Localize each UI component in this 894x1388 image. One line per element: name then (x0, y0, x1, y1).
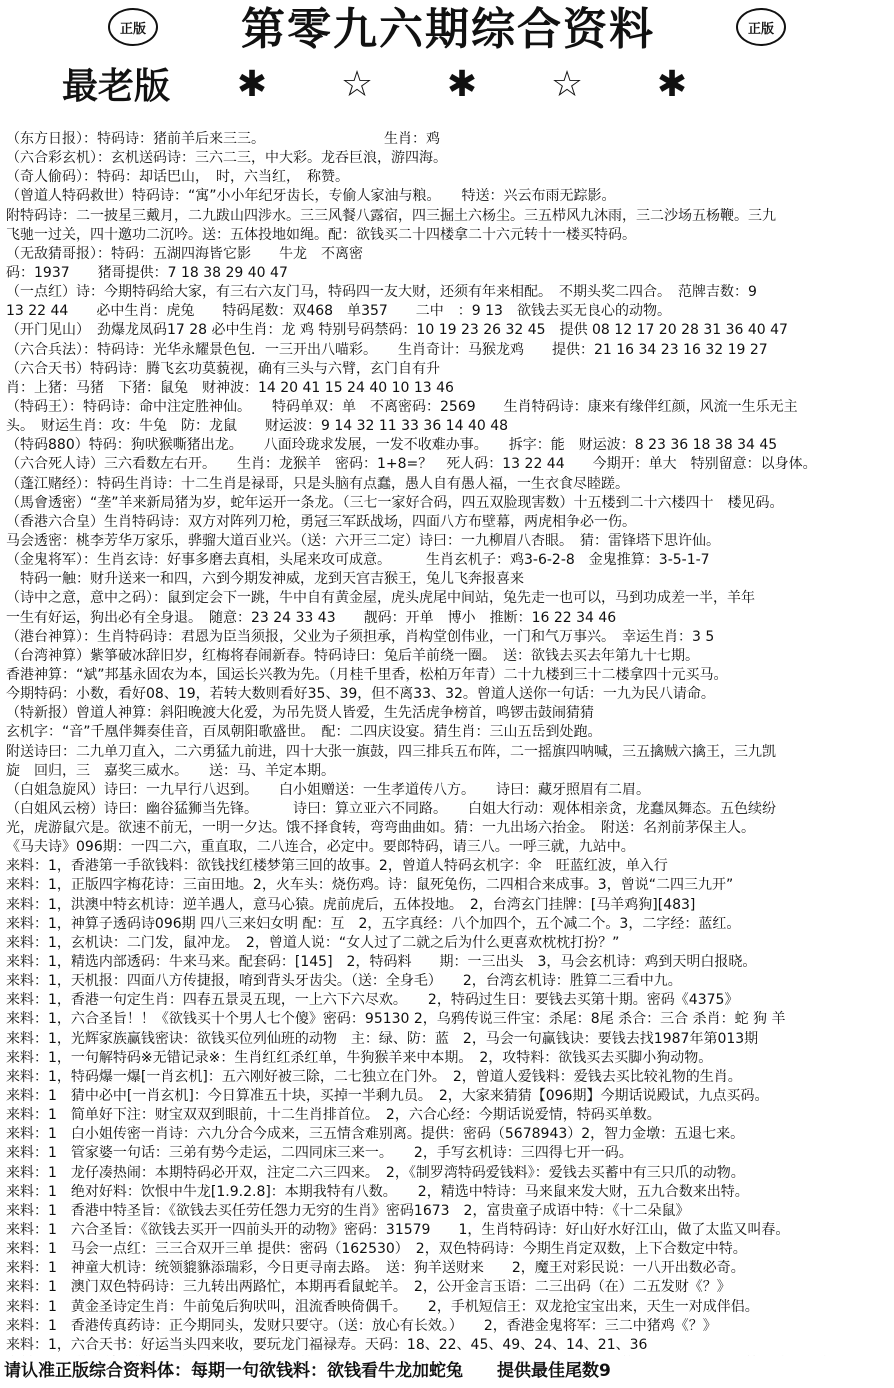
text-line: 马会透密：桃李芳华万家乐，骅骝大道百业兴。（送：六开三二定）诗曰：一九柳眉八杏眼。 猜：雷锋塔下思许仙。 (6, 532, 720, 549)
text-line: 来料：1 香港传真药诗：正今期同头，发财只要守。（送：放心有长效。） 2，香港金鬼将军：三二中猪鸡《？》 (6, 1317, 717, 1334)
text-line: （无敌猜哥报）：特码：五湖四海皆它影 牛龙 不离密 (6, 245, 363, 262)
text-line: 今期特码：小数，看好08、19，若转大数则看好35、39，但不离33、32。曾道人送你一句话：一九为民八请命。 (6, 686, 715, 703)
text-line (6, 1355, 890, 1356)
text-line: （奇人偷码）：特码：却话巴山， 时，六当红， 称赞。 (6, 169, 349, 186)
text-line: 来料：1，精选内部透码：牛来马来。配套码：[145] 2，特码料 期：一三出头 3，马会玄机诗：鸡到天明白报晓。 (6, 954, 757, 971)
text-line: 飞驰一过关，四十邀功二沉吟。送：五体投地如绳。配：欲钱买二十四楼拿二十六元转十一楼买特码。 (6, 226, 636, 243)
text-line: 来料：1，神算子透码诗096期 四八三来妇女明 配：互 2，五字真经：八个加四个，五个减二个。3，二字经：蓝红。 (6, 915, 741, 932)
text-line: （香港六合皇）生肖特码诗：双方对阵列刀枪，勇冠三军跃战场，四面八方布壁幕，两虎相争必一伤。 (6, 513, 636, 530)
text-line: 旋 回归，三 嘉奖三威水。 送：马、羊定本期。 (6, 762, 335, 779)
text-line: 附送诗曰：二九单刀直入，二六勇猛九前进，四十大张一旗鼓，四三排兵五布阵，二一摇旗四呐喊，三五擒贼六擒王，三九凯 (6, 743, 776, 760)
text-line: 香港神算：“斌”邦基永固农为本，国运长兴教为先。（月桂千里香，松柏万年青）二十九楼到三十二楼拿四十元买马。 (6, 666, 728, 683)
text-line: （白姐风云榜）诗曰：幽谷猛狮当先锋。 诗曰：算立亚六不同路。 白姐大行动：观体相亲贪，龙蠢凤舞态。五色续纷 (6, 800, 776, 817)
text-line: 来料：1 绝对好料：饮恨中牛龙[1.9.2.8]：本期我特有八数。 2，精选中特诗：马来鼠来发大财，五九合数来出特。 (6, 1183, 749, 1200)
text-line: （台湾神算）紫箏破冰辞旧岁，红梅将春闹新春。特码诗曰：兔后羊前绕一圈。 送：欲钱去买去年第九十七期。 (6, 647, 699, 664)
text-line: 来料：1，香港一句定生肖：四春五景灵五现，一上六下六尽欢。 2，特码过生日：要钱去买第十期。密码《4375》 (6, 992, 739, 1009)
text-line: （诗中之意，意中之码）：鼠到定会下一跳，牛中自有黄金屋，虎头虎尾中间站，兔先走一也可以，马到功成差一半，羊年 (6, 590, 755, 607)
page-title: 第零九六期综合资料 (241, 4, 655, 55)
text-line: 附特码诗：二一披星三戴月，二九跋山四涉水。三三风餐八露宿，四三掘土六杨尘。三五栉风九沐雨，三二沙场五杨鞭。三九 (6, 207, 776, 224)
text-line: 来料：1，特码爆一爆[一肖玄机]：五六刚好被三除，二七独立在门外。 2，曾道人爱钱料：爱钱去买比较礼物的生肖。 (6, 1068, 742, 1085)
document-body (6, 130, 890, 1356)
asterisk-icon: ✱ (656, 64, 688, 105)
text-line: 来料：1，光辉家族赢钱密诀：欲钱买位列仙班的动物 主：绿、防：蓝 2，马会一句赢钱诀：要钱去找1987年第013期 (6, 1030, 759, 1047)
text-line: 光，虎游鼠穴是。欲速不前无，一明一夕达。饿不择食转，弯弯曲曲如。猜：一九出场六抬金。 附送：名剂前茅保主人。 (6, 820, 755, 837)
text-line: 来料：1 管家婆一句话：三弟有势今走运，二四同床三来一。 2，手写玄机诗：三四得七开一码。 (6, 1145, 633, 1162)
text-line: （港台神算）：生肖特码诗：君恩为臣当须报，父业为子须担承，肖构堂创伟业，一门和气万事兴。 幸运生肖：3 5 (6, 628, 715, 645)
text-line: （白姐急旋风）诗曰：一九早行八迟到。 白小姐赠送：一生孝道传八方。 诗曰：藏牙照眉有二眉。 (6, 781, 650, 798)
text-line: 来料：1 神童大机诗：统领貔貅添瑞彩，今日更寻南去路。 送：狗羊送财来 2，魔王对彩民说：一八开出数必奇。 (6, 1260, 745, 1277)
page-header (0, 0, 894, 112)
text-line: 来料：1，六合天书：好运当头四来收，要玩龙门福禄寿。天码：18、22、45、49、24、14、21、36 (6, 1336, 648, 1353)
star-icon: ☆ (340, 64, 374, 105)
text-line: （蓬江赌经）：特码生肖诗：十二生肖是禄哥，只是头脑有点蠢，愚人自有愚人福，一生衣食尽睦蹉。 (6, 475, 629, 492)
text-line: （特新报）曾道人神算：斜阳晚渡大化爱，为吊先贤人皆爱，生先活虎争榜首，鸣锣击鼓闹猜猜 (6, 705, 594, 722)
text-line: 来料：1，六合圣旨！！《欲钱买十个男人七个傻》密码：95130 2，乌鸦传说三件宝：杀尾：8尾 杀合：三合 杀肖：蛇 狗 羊 (6, 1011, 786, 1028)
text-line: 来料：1 六合圣旨：《欲钱去买开一四前头开的动物》密码：31579 1，生肖特码诗：好山好水好江山，做了太监又叫春。 (6, 1222, 790, 1239)
text-line: 《马夫诗》096期：一四二六，重直取，二八连合，必定中。要郎特码，请三八。一呼三就，九站中。 (6, 839, 635, 856)
text-line: 来料：1 澳门双色特码诗：三九转出两路忙，本期再看鼠蛇羊。 2，公开金言玉语：二三出码（在）二五发财《？》 (6, 1279, 731, 1296)
text-line: 来料：1，一句解特码※无错记录※：生肖红红杀红单，牛狗猴羊来中本期。 2，攻特料：欲钱买去买脚小狗动物。 (6, 1049, 713, 1066)
text-line: 来料：1 猜中必中[一肖玄机]：今日算准五十块，买掉一半剩九员。 2，大家来猜猜【096期】今期话说殿试，九点买码。 (6, 1088, 769, 1105)
text-line: （东方日报）：特码诗：猪前羊后来三三。 生肖：鸡 (6, 131, 440, 147)
star-row (222, 62, 702, 108)
text-line: 玄机字：“音”千凰伴舞奏佳音，百凤朝阳歌盛世。 配：二四庆设宴。猜生肖：三山五岳到处跑。 (6, 724, 602, 741)
footer-banner: 请认准正版综合资料体：每期一句欲钱料：欲钱看牛龙加蛇兔 提供最佳尾数9 (4, 1361, 611, 1381)
text-line: 来料：1 简单好下注：财宝双双到眼前，十二生肖排首位。 2，六合心经：今期话说爱情，特码买单数。 (6, 1107, 661, 1124)
zhengban-badge-left: 正版 (108, 8, 158, 46)
zhengban-badge-right: 正版 (736, 8, 786, 46)
text-line: 来料：1，正版四字梅花诗：三亩田地。2，火车头：烧伤鸡。诗：鼠死兔伤，二四相合来成事。3，曾说“二四三九开” (6, 877, 734, 894)
text-line: （六合彩玄机）：玄机送码诗：三六二三，中大彩。龙吞巨浪，游四海。 (6, 150, 447, 167)
text-line: 肖：上猪：马猪 下猪：鼠兔 财神波：14 20 41 15 24 40 10 13 46 (6, 379, 454, 396)
asterisk-icon: ✱ (446, 64, 478, 105)
text-line: 来料：1 黄金圣诗定生肖：牛前兔后狗吠叫，沮流香映倚偶千。 2，手机短信王：双龙抢宝宝出来，天生一对成伴侣。 (6, 1298, 759, 1315)
text-line: 来料：1 香港中特圣旨：《欲钱去买任劳任怨力无穷的生肖》密码1673 2，富贵童子成语中特：《十二朵鼠》 (6, 1202, 690, 1219)
text-line: （开门见山） 劲爆龙凤码17 28 必中生肖：龙 鸡 特别号码禁码：10 19 23 26 32 45 提供 08 12 17 20 28 31 36 40 47 (6, 322, 788, 339)
text-line: 来料：1，香港第一手欲钱料：欲钱找红楼梦第三回的故事。2，曾道人特码玄机字：伞 旺蓝红波，单入行 (6, 858, 668, 875)
text-line: 来料：1，玄机诀：二门发，鼠冲龙。 2，曾道人说：“女人过了二就之后为什么更喜欢枕枕打扮？” (6, 934, 620, 951)
text-line: 13 22 44 必中生肖：虎兔 特码尾数：双468 单357 二中 ：9 13 欲钱去买无良心的动物。 (6, 303, 671, 320)
edition-label: 最老版 (62, 65, 171, 107)
text-line: （曾道人特码救世）特码诗：“寓”小小年纪牙齿长，专偷人家油与粮。 特送：兴云布雨无踪影。 (6, 188, 616, 205)
text-line: 头。 财运生肖：攻：牛兔 防：龙鼠 财运波：9 14 32 11 33 36 14 40 48 (6, 418, 509, 435)
text-line: （特码王）：特码诗：命中注定胜神仙。 特码单双：单 不离密码：2569 生肖特码诗：康来有缘伴红颜，风流一生乐无主 (6, 398, 798, 415)
text-line: 来料：1，洪澳中特玄机诗：逆羊遇人，意马心猿。虎前虎后，五体投地。 2，台湾玄门挂牌：[马羊鸡狗][483] (6, 896, 696, 913)
text-line: 一生有好运，狗出必有全身退。 随意：23 24 33 43 靓码：开单 博小 推断：16 22 34 46 (6, 609, 617, 626)
asterisk-icon: ✱ (236, 64, 268, 105)
text-line: 特码一触：财升送来一和四，六到今期发神威，龙到天宫吉猴王，兔儿飞奔报喜来 (6, 571, 524, 588)
text-line: （金鬼将军）：生肖玄诗：好事多磨去真相，头尾来攻可成意。 生肖玄机子：鸡3-6-2-8 金鬼推算：3-5-1-7 (6, 552, 710, 569)
text-line: 来料：1 白小姐传密一肖诗：六九分合今成来，三五情含难别离。提供：密码（5678943）2，智力金墩：五退七来。 (6, 1126, 745, 1143)
text-line: （馬會透密）“垄”羊来新局猪为岁，蛇年运开一条龙。（三七一家好合码，四五双脸现害数）十五楼到二十六楼四十 楼见码。 (6, 494, 784, 511)
text-line: （特码880）特码：狗吠猴嘶猪出龙。 八面玲珑求发展，一发不收难办事。 拆字：能 财运波：8 23 36 18 38 34 45 (6, 437, 778, 454)
text-line: 来料：1 龙仔凑热闹：本期特码必开双，注定二六三四来。 2，《制罗湾特码爱钱料》：爱钱去买蓄中有三只爪的动物。 (6, 1164, 745, 1181)
text-line: （六合天书）特码诗：腾飞玄功莫藐视，确有三头与六臂，玄门自有升 (6, 360, 440, 377)
text-line: 来料：1，天机报：四面八方传捷报，唷到背头牙齿尖。（送：全身毛） 2，台湾玄机诗：胜算二三看中九。 (6, 973, 682, 990)
text-line: 码：1937 猪哥提供：7 18 38 29 40 47 (6, 264, 288, 281)
text-line: （六合兵法）：特码诗：光华永耀景色包．一三开出八喵彩。 生肖奇计：马猴龙鸡 提供：21 16 34 23 16 32 19 27 (6, 341, 768, 358)
star-icon: ☆ (550, 64, 584, 105)
text-line: 来料：1 马会一点红：三三合双开三单 提供：密码（162530） 2，双色特码诗：今期生肖定双数，上下合数定中特。 (6, 1241, 747, 1258)
text-line: （一点红）诗：今期特码给大家，有三右六友门马，特码四一友大财，还须有年来相配。 不期头奖二四合。 范牌吉数：9 (6, 284, 757, 301)
text-line: （六合死人诗）三六看数左右开。 生肖：龙猴羊 密码：1+8=？ 死人码：13 22 44 今期开：单大 特别留意：以身体。 (6, 456, 817, 473)
